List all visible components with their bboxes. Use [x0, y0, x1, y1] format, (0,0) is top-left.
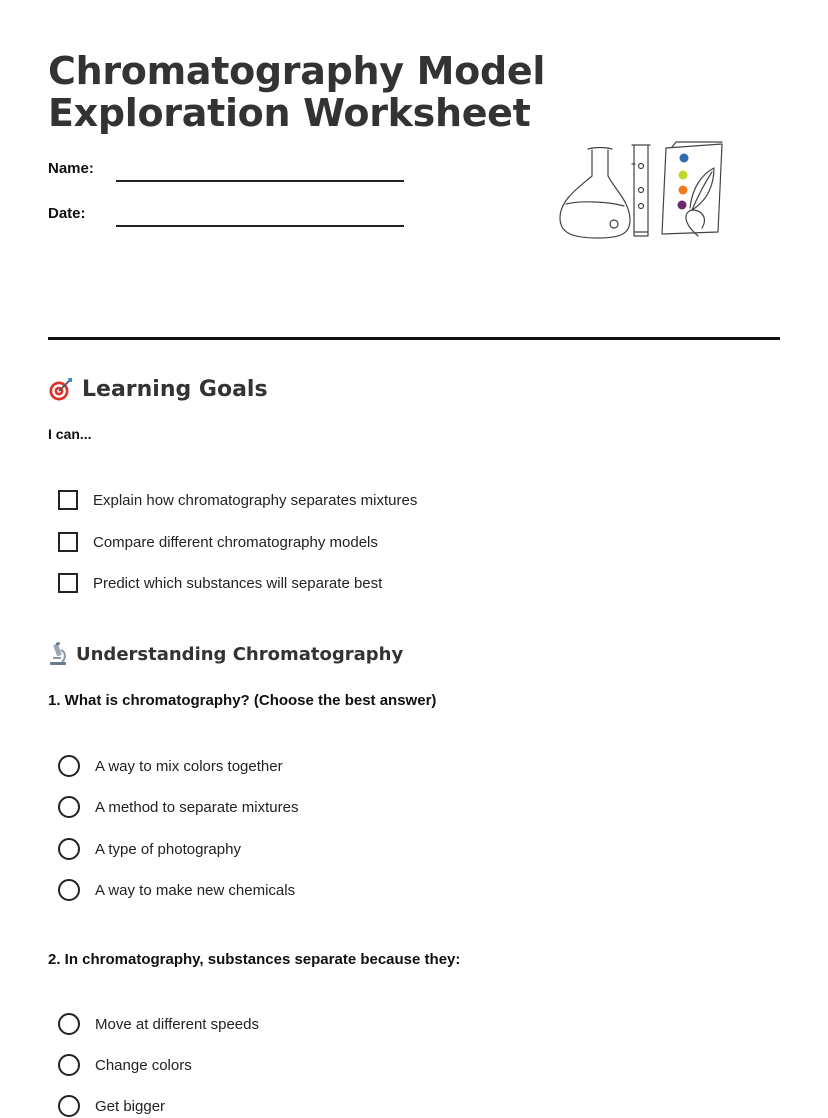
question-1-radio-2[interactable] [58, 796, 80, 818]
question-1-option-3[interactable] [58, 837, 241, 861]
question-2-option-1[interactable] [58, 1012, 259, 1036]
dot-purple [678, 201, 687, 210]
question-2-prompt: 2. In chromatography, substances separate because they: [48, 951, 461, 968]
question-2-option-3-label: Get bigger [95, 1097, 166, 1115]
goal-label-2: Compare different chromatography models [93, 533, 378, 551]
question-2-option-2-label: Change colors [95, 1056, 192, 1074]
dot-orange [679, 186, 688, 195]
dot-blue [680, 154, 689, 163]
dot-yellow-green [679, 171, 688, 180]
title-line-1: Chromatography Model [48, 49, 546, 93]
question-1-option-4-label: A way to make new chemicals [95, 881, 296, 899]
goal-item-3[interactable] [58, 571, 382, 595]
name-field[interactable] [116, 180, 404, 182]
goal-item-1[interactable] [58, 488, 417, 512]
flask-test-tube-chromatography-paper-icon [552, 138, 732, 244]
understanding-heading-text: Understanding Chromatography [76, 643, 404, 665]
question-1-option-2[interactable] [58, 795, 298, 819]
question-1-prompt: 1. What is chromatography? (Choose the best answer) [48, 692, 437, 709]
title-line-2: Exploration Worksheet [48, 91, 531, 135]
question-1-option-3-label: A type of photography [95, 840, 241, 858]
question-1-option-2-label: A method to separate mixtures [95, 798, 299, 816]
question-2-radio-3[interactable] [58, 1095, 80, 1117]
question-1-option-1[interactable] [58, 754, 283, 778]
section-divider [48, 337, 780, 340]
goal-item-2[interactable] [58, 530, 378, 554]
question-2-radio-1[interactable] [58, 1013, 80, 1035]
learning-goals-heading-text: Learning Goals [82, 376, 268, 402]
question-1-radio-1[interactable] [58, 755, 80, 777]
question-2-option-3[interactable] [58, 1094, 165, 1118]
question-1-option-1-label: A way to mix colors together [95, 757, 283, 775]
question-1-radio-4[interactable] [58, 879, 80, 901]
question-2-option-1-label: Move at different speeds [95, 1015, 259, 1033]
goal-checkbox-1[interactable] [58, 490, 78, 510]
date-field[interactable] [116, 225, 404, 227]
understanding-heading [48, 642, 403, 666]
date-label: Date: [48, 205, 86, 222]
question-2-radio-2[interactable] [58, 1054, 80, 1076]
goal-checkbox-2[interactable] [58, 532, 78, 552]
goal-checkbox-3[interactable] [58, 573, 78, 593]
goal-label-3: Predict which substances will separate best [93, 574, 383, 592]
name-label: Name: [48, 160, 94, 177]
learning-goals-intro: I can... [48, 426, 92, 442]
target-icon [48, 376, 74, 402]
goal-label-1: Explain how chromatography separates mixtures [93, 491, 418, 509]
question-2-option-2[interactable] [58, 1053, 192, 1077]
page-title [48, 50, 568, 134]
question-1-radio-3[interactable] [58, 838, 80, 860]
question-1-option-4[interactable] [58, 878, 295, 902]
microscope-icon [48, 642, 68, 666]
learning-goals-heading [48, 376, 268, 402]
